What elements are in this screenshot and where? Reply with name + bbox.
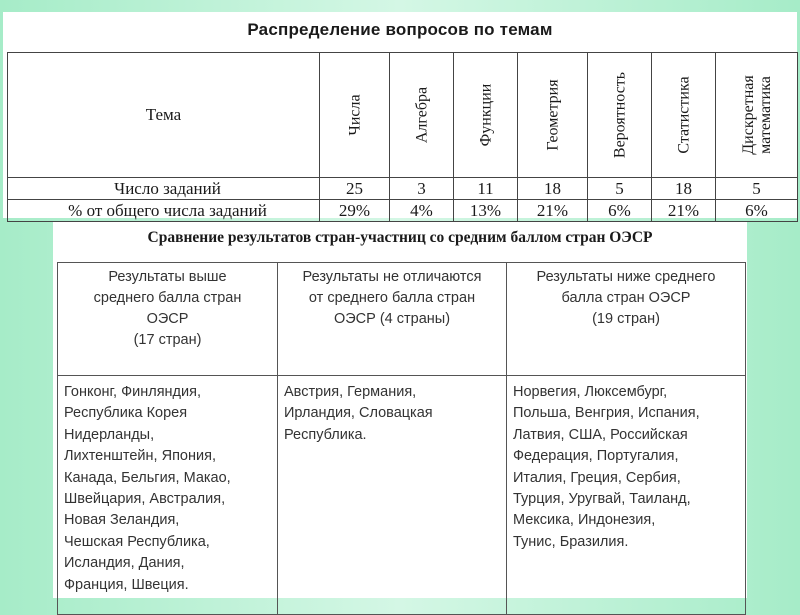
topic-label-two-line bbox=[740, 75, 774, 154]
country-line: Республика. bbox=[284, 426, 367, 443]
topic-header-cell bbox=[518, 53, 588, 178]
country-line: Чешская Республика, bbox=[64, 533, 210, 550]
country-line: Новая Зеландия, bbox=[64, 512, 180, 529]
country-line: Польша, Венгрия, Испания, bbox=[513, 405, 700, 422]
table-cell: 21% bbox=[518, 200, 588, 222]
comparison-table-title: Сравнение результатов стран-участниц со средним баллом стран ОЭСР bbox=[147, 229, 653, 246]
topic-label: Вероятность bbox=[611, 71, 628, 159]
topic-header-label: Тема bbox=[8, 53, 320, 178]
countries-above-cell bbox=[58, 376, 278, 615]
table-cell: 3 bbox=[390, 178, 454, 200]
table-cell: 4% bbox=[390, 200, 454, 222]
country-line: Республика Корея bbox=[64, 405, 188, 422]
table-row bbox=[8, 200, 798, 222]
topic-header-cell bbox=[588, 53, 652, 178]
row-label: % от общего числа заданий bbox=[8, 200, 320, 222]
table-cell: 11 bbox=[454, 178, 518, 200]
row-label: Число заданий bbox=[8, 178, 320, 200]
topic-label: Числа bbox=[346, 94, 363, 136]
header-line: (17 стран) bbox=[133, 332, 202, 348]
country-line: Норвегия, Люксембург, bbox=[513, 384, 668, 400]
header-cell-equal bbox=[278, 263, 507, 376]
country-line: Австрия, Германия, bbox=[284, 384, 417, 400]
table-cell: 29% bbox=[320, 200, 390, 222]
topics-table-title: Распределение вопросов по темам bbox=[247, 20, 553, 39]
table-cell: 21% bbox=[652, 200, 716, 222]
country-line: Франция, Швеция. bbox=[64, 576, 189, 593]
topics-table-panel bbox=[3, 12, 797, 218]
topic-label: Статистика bbox=[675, 76, 692, 154]
header-line: (19 стран) bbox=[592, 311, 660, 327]
country-line: Латвия, США, Российская bbox=[513, 426, 688, 443]
header-line: среднего балла стран bbox=[93, 290, 242, 306]
topic-label: Геометрия bbox=[544, 79, 561, 151]
country-line: Гонконг, Финляндия, bbox=[64, 384, 201, 400]
header-line: Результаты выше bbox=[108, 269, 227, 285]
topic-label-line: Дискретная bbox=[739, 75, 757, 155]
topics-table bbox=[7, 52, 798, 222]
topic-header-cell bbox=[652, 53, 716, 178]
country-line: Лихтенштейн, Япония, bbox=[64, 448, 216, 465]
country-line: Исландия, Дания, bbox=[64, 555, 185, 572]
header-line: балла стран ОЭСР bbox=[561, 290, 691, 306]
comparison-body-row bbox=[58, 376, 746, 615]
header-cell-below bbox=[507, 263, 746, 376]
country-line: Канада, Бельгия, Макао, bbox=[64, 469, 231, 486]
topic-header-cell bbox=[454, 53, 518, 178]
topic-label: Функции bbox=[477, 83, 494, 147]
table-cell: 5 bbox=[588, 178, 652, 200]
header-line: ОЭСР (4 страны) bbox=[333, 311, 451, 327]
table-cell: 18 bbox=[652, 178, 716, 200]
comparison-table bbox=[57, 262, 746, 615]
topic-header-cell bbox=[716, 53, 798, 178]
country-line: Нидерланды, bbox=[64, 426, 155, 443]
topic-header-cell bbox=[320, 53, 390, 178]
table-cell: 25 bbox=[320, 178, 390, 200]
countries-below-cell bbox=[507, 376, 746, 615]
countries-equal-cell bbox=[278, 376, 507, 615]
country-line: Тунис, Бразилия. bbox=[513, 533, 629, 550]
header-cell-above bbox=[58, 263, 278, 376]
topic-label-line: математика bbox=[756, 76, 774, 154]
country-line: Мексика, Индонезия, bbox=[513, 512, 656, 529]
comparison-table-panel bbox=[53, 222, 747, 598]
table-cell: 13% bbox=[454, 200, 518, 222]
country-line: Турция, Уругвай, Таиланд, bbox=[513, 491, 691, 508]
topic-label: Алгебра bbox=[413, 86, 430, 144]
header-line: Результаты не отличаются bbox=[302, 269, 482, 285]
header-line: от среднего балла стран bbox=[308, 290, 476, 306]
topic-header-cell bbox=[390, 53, 454, 178]
comparison-header-row bbox=[58, 263, 746, 376]
table-cell: 18 bbox=[518, 178, 588, 200]
country-line: Швейцария, Австралия, bbox=[64, 491, 226, 508]
topics-header-row bbox=[8, 53, 798, 178]
country-line: Федерация, Португалия, bbox=[513, 448, 679, 465]
header-line: ОЭСР bbox=[146, 311, 189, 327]
table-cell: 6% bbox=[588, 200, 652, 222]
table-cell: 6% bbox=[716, 200, 798, 222]
country-line: Ирландия, Словацкая bbox=[284, 405, 433, 422]
table-cell: 5 bbox=[716, 178, 798, 200]
header-line: Результаты ниже среднего bbox=[536, 269, 716, 285]
table-row bbox=[8, 178, 798, 200]
country-line: Италия, Греция, Сербия, bbox=[513, 469, 681, 486]
